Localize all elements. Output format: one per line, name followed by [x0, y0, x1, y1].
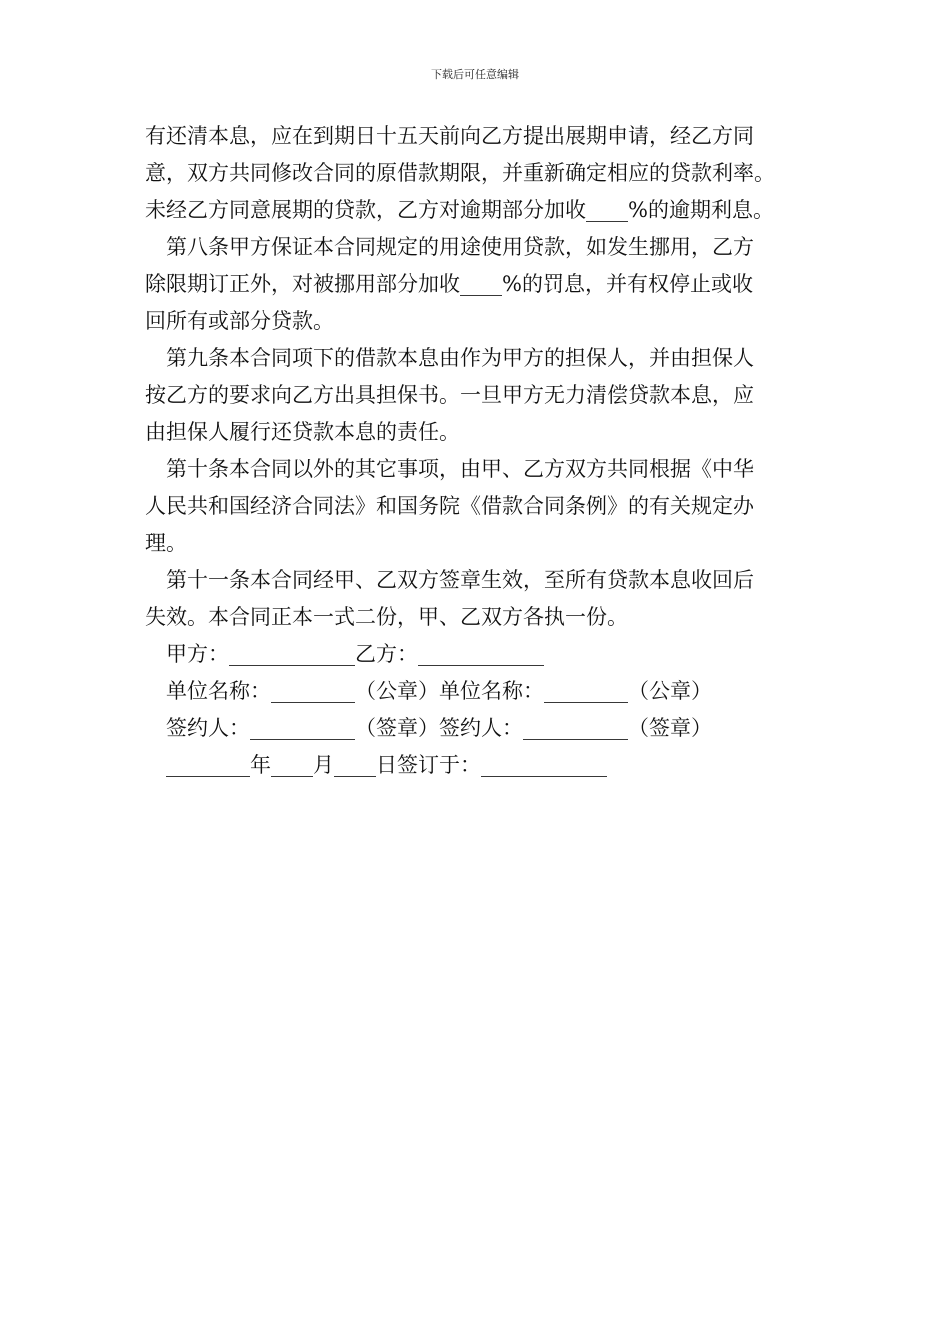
signature-parties-line: 甲方：____________乙方：____________ [166, 642, 544, 666]
paragraph-line: 回所有或部分贷款。 [145, 309, 334, 333]
paragraph-line: 有还清本息，应在到期日十五天前向乙方提出展期申请，经乙方同 [145, 124, 754, 148]
paragraph-line: 意，双方共同修改合同的原借款期限，并重新确定相应的贷款利率。 [145, 161, 775, 185]
signature-unit-name-line: 单位名称：________（公章）单位名称：________（公章） [166, 679, 712, 703]
page-header: 下载后可任意编辑 [431, 68, 519, 81]
paragraph-line: 人民共和国经济合同法》和国务院《借款合同条例》的有关规定办 [145, 494, 754, 518]
paragraph-line: 理。 [145, 531, 187, 555]
signature-date-line: ________年____月____日签订于：____________ [166, 753, 607, 777]
paragraph-line: 由担保人履行还贷款本息的责任。 [145, 420, 460, 444]
paragraph-line: 未经乙方同意展期的贷款，乙方对逾期部分加收____%的逾期利息。 [145, 198, 774, 222]
document-body [145, 118, 815, 784]
signature-signer-line: 签约人：__________（签章）签约人：__________（签章） [166, 716, 712, 740]
paragraph-line: 按乙方的要求向乙方出具担保书。一旦甲方无力清偿贷款本息，应 [145, 383, 754, 407]
article-11-line: 第十一条本合同经甲、乙双方签章生效，至所有贷款本息收回后 [166, 568, 754, 592]
article-9-line: 第九条本合同项下的借款本息由作为甲方的担保人，并由担保人 [166, 346, 754, 370]
paragraph-line: 失效。本合同正本一式二份，甲、乙双方各执一份。 [145, 605, 628, 629]
paragraph-line: 除限期订正外，对被挪用部分加收____%的罚息，并有权停止或收 [145, 272, 753, 296]
article-10-line: 第十条本合同以外的其它事项，由甲、乙方双方共同根据《中华 [166, 457, 754, 481]
article-8-line: 第八条甲方保证本合同规定的用途使用贷款，如发生挪用，乙方 [166, 235, 754, 259]
